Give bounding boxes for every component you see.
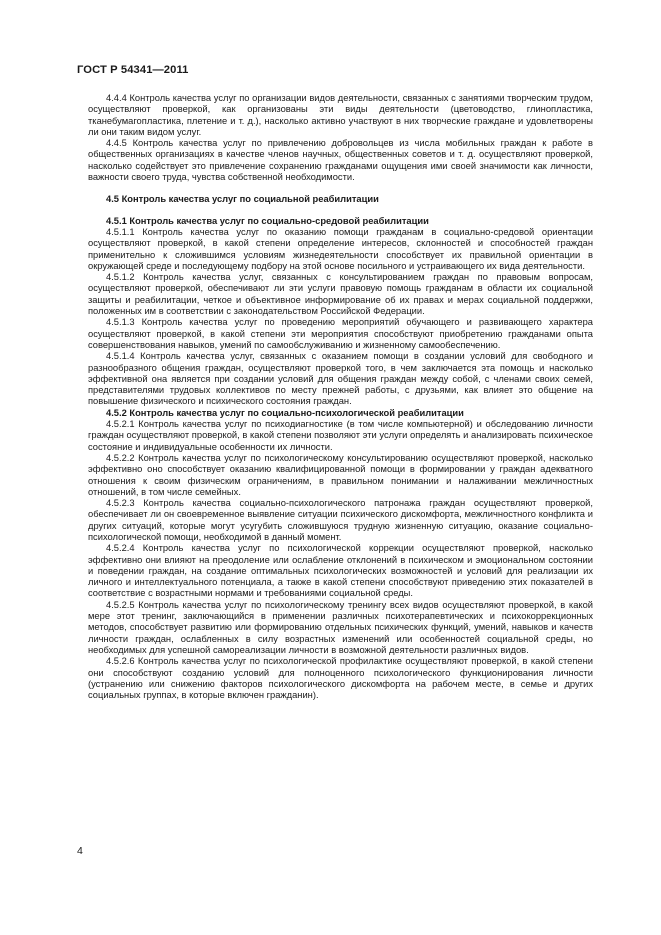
standard-header: ГОСТ Р 54341—2011 (77, 64, 189, 76)
paragraph-4-5-2-1: 4.5.2.1 Контроль качества услуг по психодиагностике (в том числе компьютерной) и обследованию личности граждан осуществляют проверкой, в какой степени позволяют эти услуги определять и анализировать психическое состояние и индивидуальные особенности их личности. (88, 419, 593, 452)
paragraph-4-5-1-2: 4.5.1.2 Контроль качества услуг, связанных с консультированием граждан по правовым вопросам, осуществляют проверкой, обеспечивают ли эти услуги правовую помощь гражданам в области их социальной защиты и реабилитации, четкое и объективное информирование об их правах и мерах социальной поддержки, положенных им в соответствии с законодательством Российской Федерации. (88, 272, 593, 317)
page-number: 4 (77, 845, 83, 857)
paragraph-4-4-5: 4.4.5 Контроль качества услуг по привлечению добровольцев из числа мобильных граждан к работе в общественных организациях в качестве членов научных, общественных советов и т. д. осуществляют проверкой, насколько содействует это привлечение сохранению гражданами ощущения ими своей значимости как личности, важности своего труда, чувства собственной необходимости. (88, 138, 593, 183)
paragraph-4-5-2-3: 4.5.2.3 Контроль качества социально-психологического патронажа граждан осуществляют проверкой, обеспечивает ли он своевременное выявление ситуации психического дискомфорта, межличностного конфликта и других ситуаций, которые могут усугубить сложившуюся трудную жизненную ситуацию, оказание социально-психологической помощи, необходимой в данный момент. (88, 498, 593, 542)
document-body (88, 93, 593, 701)
subsection-heading-4-5-1: 4.5.1 Контроль качества услуг по социально-средовой реабилитации (106, 215, 429, 226)
subsection-heading-4-5-2: 4.5.2 Контроль качества услуг по социально-психологической реабилитации (106, 407, 464, 418)
paragraph-4-5-1-4: 4.5.1.4 Контроль качества услуг, связанных с оказанием помощи в создании условий для свободного и разнообразного общения граждан, осуществляют проверкой того, в чем заключается эта помощь и насколько эффективной она является при создании условий для общения граждан между собой, с членами своих семей, представителями трудовых коллективов по месту прежней работы, с друзьями, как влияет это общение на повышение физического и психического состояния граждан. (88, 351, 593, 407)
paragraph-4-5-2-4: 4.5.2.4 Контроль качества услуг по психологической коррекции осуществляют проверкой, насколько эффективно они влияют на преодоление или ослабление отклонений в психическом и эмоциональном состоянии и поведении граждан, на создание оптимальных психологических возможностей и условий для реализации их личного и интеллектуального потенциала, а также в какой степени способствуют приведению этих показателей в соответствие с возрастными нормами и требованиями социальной среды. (88, 543, 593, 599)
paragraph-4-4-4: 4.4.4 Контроль качества услуг по организации видов деятельности, связанных с занятиями творческим трудом, осуществляют проверкой, как организованы эти виды деятельности (цветоводство, глинопластика, тканебумагопластика, плетение и т. д.), насколько активно участвуют в них творческие граждане и удовлетворены ли они таким видом услуг. (88, 93, 593, 137)
paragraph-4-5-1-1: 4.5.1.1 Контроль качества услуг по оказанию помощи гражданам в социально-средовой ориентации осуществляют проверкой, в какой степени определение интересов, склонностей и способностей граждан применительно к сложившимся условиям жизнедеятельности способствует их правильной ориентации в окружающей среде и последующему подбору на этой основе посильного и устраивающего их вида деятельности. (88, 226, 593, 271)
paragraph-4-5-1-3: 4.5.1.3 Контроль качества услуг по проведению мероприятий обучающего и развивающего характера осуществляют проверкой, в какой степени эти мероприятия способствуют приобретению гражданами опыта совершенствования навыков, умений по самообслуживанию и жизненному самообеспечению. (88, 317, 593, 350)
paragraph-4-5-2-5: 4.5.2.5 Контроль качества услуг по психологическому тренингу всех видов осуществляют проверкой, в какой мере этот тренинг, заключающийся в применении различных психотерапевтических и психокоррекционных методов, способствует развитию или формированию отдельных психических функций, умений, навыков и качеств личности граждан, ослабленных в силу возрастных изменений или особенностей социальной среды, но необходимых для успешной самореализации личности в возможной деятельности различных видов. (88, 599, 593, 655)
paragraph-4-5-2-2: 4.5.2.2 Контроль качества услуг по психологическому консультированию осуществляют проверкой, насколько эффективно оно способствует оказанию квалифицированной помощи в формировании у граждан адекватного отношения к своим физическим ограничениям, в правильном понимании и налаживании межличностных отношений, в том числе семейных. (88, 452, 593, 497)
paragraph-4-5-2-6: 4.5.2.6 Контроль качества услуг по психологической профилактике осуществляют проверкой, в какой степени они способствуют созданию условий для полноценного психологического функционирования личности (устранению или снижению факторов психологического дискомфорта на рабочем месте, в семье и других социальных группах, в которые включен гражданин). (88, 656, 593, 701)
section-heading-4-5: 4.5 Контроль качества услуг по социальной реабилитации (106, 193, 379, 204)
